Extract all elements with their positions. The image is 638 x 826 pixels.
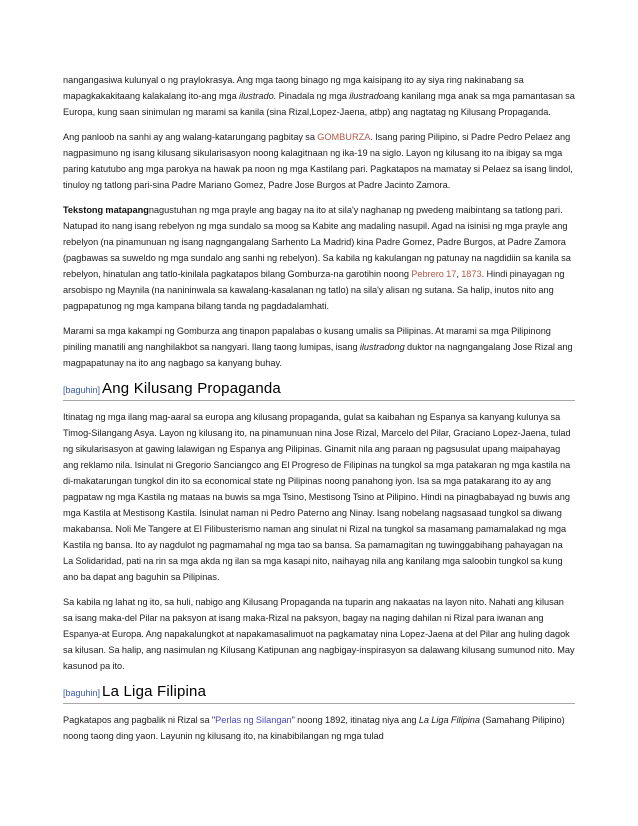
section-title: Ang Kilusang Propaganda <box>102 380 281 397</box>
bold-term: Tekstong matapang <box>63 205 149 215</box>
date-link[interactable]: Pebrero 17 <box>411 269 457 279</box>
italic-term: ilustradong <box>359 342 405 352</box>
paragraph-tekstong-matapang: Tekstong matapangnagustuhan ng mga prayle ang bagay na ito at sila'y naghanap ng pwedeng maibintang sa tatlong pari. Natupad ito nang isang rebelyon ng mga sundalo sa moog sa Kabite ang madaling nasupil. Agad na isinisi ng mga prayle ang rebelyon (na pinamunuan ng isang nagngangalang Sarhento La Madrid) kina Padre Gomez, Padre Burgos, at Padre Zamora (pagbawas sa suweldo ng mga sundalo ang sanhi ng rebelyon). Sa kabila ng kakulangan ng patunay na nagdidiin sa kanila sa rebelyon, hinatulan ang tatlo-kinilala pagkatapos bilang Gomburza-na garotihin noong Pebrero 17, 1873. Hindi pinayagan ng arsobispo ng Maynila (na nanininwala sa kawalang-kasalanan ng tatlo) na sila'y alisan ng sutana. Sa halip, inutos nito ang pagpapatunog ng mga kampana bilang tanda ng pagdadalamhati. <box>63 205 571 311</box>
article-body <box>63 72 575 753</box>
italic-term: ilustrado <box>349 91 384 101</box>
section-heading-liga <box>63 683 575 704</box>
paragraph-ilustrado: nangangasiwa kulunyal o ng praylokrasya. Ang mga taong binago ng mga kaisipang ito ay siya ring nakinabang sa mapagkakakitaang kalakalang ito-ang mga ilustrado. Pinadala ng mga ilustradoang kanilang mga anak sa mga pamantasan sa Europa, kung saan sinimulan ng marami sa kanila (sina Rizal,Lopez-Jaena, atbp) ang nagtatag ng Kilusang Propaganda. <box>63 75 575 117</box>
italic-term: La Liga Filipina <box>418 715 481 725</box>
perlas-link[interactable]: Perlas ng Silangan <box>215 715 292 725</box>
gomburza-link[interactable]: GOMBURZA <box>317 132 371 142</box>
year-link[interactable]: 1873 <box>461 269 482 279</box>
edit-section-link[interactable]: [baguhin] <box>63 688 101 698</box>
paragraph-liga: Pagkatapos ang pagbalik ni Rizal sa "Perlas ng Silangan" noong 1892, itinatag niya ang La Liga Filipina (Samahang Pilipino) noong taong ding yaon. Layunin ng kilusang ito, na kinabibilangan ng mga tulad <box>63 715 565 741</box>
italic-term: ilustrado. <box>239 91 277 101</box>
paragraph-gomburza: Ang panloob na sanhi ay ang walang-katarungang pagbitay sa GOMBURZA. Isang paring Pilipino, si Padre Pedro Pelaez ang nagpasimuno ng isang kilusang sikularisasyon noong kalagitnaan ng ika-19 na siglo. Layon ng kilusang ito na ibigay sa mga paring katutubo ang mga parokya na hawak pa noon ng mga Kastilang pari. Pagkatapos na mamatay si Pelaez sa isang lindol, tinuloy ng tatlong pari-sina Padre Mariano Gomez, Padre Jose Burgos at Padre Jacinto Zamora. <box>63 132 573 190</box>
section-title: La Liga Filipina <box>102 683 207 700</box>
paragraph-rizal-intro: Marami sa mga kakampi ng Gomburza ang tinapon papalabas o kusang umalis sa Pilipinas. At marami sa mga Pilipinong piniling manatili ang nanghilakbot sa nangyari. Ilang taong lumipas, isang ilustradong duktor na nagngangalang Jose Rizal ang magpapatunay na ito ang nagbago sa kanyang buhay. <box>63 326 573 368</box>
paragraph-propaganda: Itinatag ng mga ilang mag-aaral sa europa ang kilusang propaganda, gulat sa kaibahan ng Espanya sa kanyang kulunya sa Timog-Silangang Asya. Layon ng kilusang ito, na pinamunuan nina Jose Rizal, Marcelo del Pilar, Graciano Lopez-Jaena, tulad ng sikularisasyon at gawing lalawigan ng Espanya ang Pilipinas. Ginamit nila ang paraan ng pagsusulat upang maipahayag ang reklamo nila. Isinulat ni Gregorio Sanciangco ang El Progreso de Filipinas na tungkol sa mga patakaran ng mga kastila na di-makatarungan tungkol din ito sa economical state ng Pilipinas noong panahong iyon. Isa sa mga patakarang ito ay ang pagpataw ng mga Kastila ng mataas na buwis sa mga Tsino, Mestisong Tsino at Pilipino. Hindi na pinagbabayad ng buwis ang mga Kastila at Mestisong Kastila. Isinulat naman ni Pedro Paterno ang Ninay. Isang nobelang nagsasaad tungkol sa diwang makabansa. Noli Me Tangere at El Filibusterismo naman ang sinulat ni Rizal na tungkol sa masamang pamamalakad ng mga Kastila ng bansa. Ito ay nagdulot ng pagmamahal ng mga tao sa bansa. Sa pamamagitan ng tuwinggabihang pahayagan na La Solidaridad, pati na rin sa mga akda ng ilan sa mga kasapi nito, naihayag nila ang kanilang mga saloobin tungkol sa kung ano ba dapat ang baguhin sa Pilipinas. <box>63 412 571 582</box>
section-heading-propaganda <box>63 380 575 401</box>
paragraph-propaganda-end: Sa kabila ng lahat ng ito, sa huli, nabigo ang Kilusang Propaganda na tuparin ang nakaatas na layon nito. Nahati ang kilusan sa isang maka-del Pilar na paksyon at isang maka-Rizal na paksyon, bagay na naging dahilan ni Rizal para iwanan ang Espanya-at Europa. Ang napakalungkot at napakamasalimuot na pagkamatay nina Lopez-Jaena at del Pilar ang huling dagok sa kilusan. Sa halip, ang nasimulan ng Kilusang Katipunan ang nagbigay-inspirasyon sa dalawang kilusang sumunod nito. May kasunod pa ito. <box>63 597 575 671</box>
edit-section-link[interactable]: [baguhin] <box>63 385 101 395</box>
